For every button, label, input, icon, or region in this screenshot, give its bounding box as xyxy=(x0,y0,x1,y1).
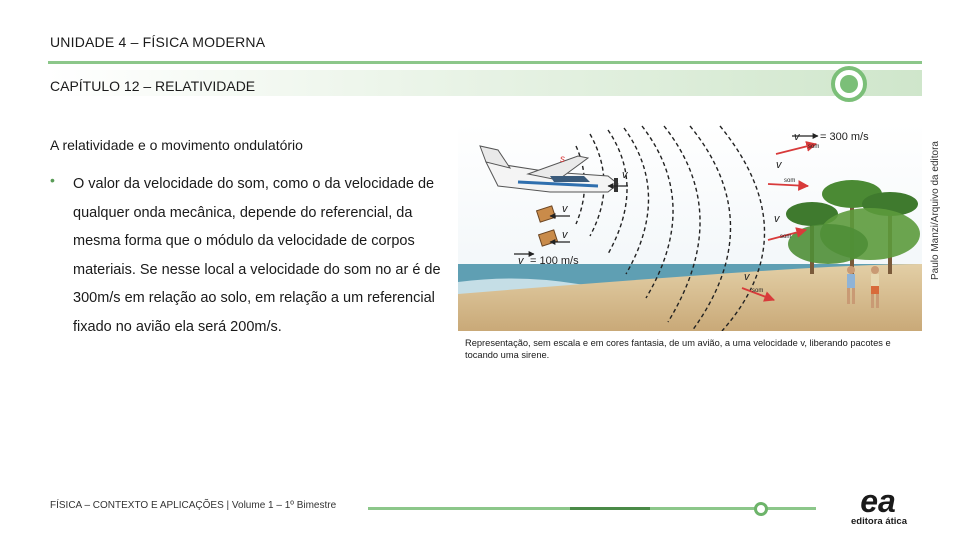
footer-text: FÍSICA – CONTEXTO E APLICAÇÕES | Volume 1 – 1º Bimestre xyxy=(50,500,337,511)
label-v-plane: v xyxy=(622,169,628,181)
label-som-2: som xyxy=(784,178,796,184)
airplane-illustration xyxy=(458,124,922,331)
label-v-package-2: v xyxy=(562,229,568,241)
label-som-4: som xyxy=(752,288,764,294)
bullet-icon: • xyxy=(50,172,55,188)
label-v-sound-4: v xyxy=(744,271,750,283)
bullet-text: O valor da velocidade do som, como o da velocidade de qualquer onda mecânica, depende do referencial, da mesma forma que o módulo da velocidade de corpos materiais. Se nesse local a velocidade do som no ar é de 300m/s em relação ao solo, em relação a um referencial fixado no avião ela será 200m/s. xyxy=(73,176,441,335)
chapter-title: CAPÍTULO 12 – RELATIVIDADE xyxy=(50,78,256,94)
unit-title: UNIDADE 4 – FÍSICA MODERNA xyxy=(50,34,266,50)
logo-text: editora ática xyxy=(851,516,907,527)
label-v-package-1: v xyxy=(562,203,568,215)
label-sound-speed: = 300 m/s xyxy=(820,131,869,143)
figure-caption: Representação, sem escala e em cores fantasia, de um avião, a uma velocidade v, liberando pacotes e tocando uma sirene. xyxy=(465,338,891,360)
header-divider xyxy=(48,61,922,64)
label-v-sound-3: v xyxy=(774,213,780,225)
label-som-3: som xyxy=(780,234,792,240)
label-v-sound-2: v xyxy=(776,159,782,171)
credit-text: Paulo Manzi/Arquivo da editora xyxy=(930,141,941,280)
footer-ring-icon xyxy=(754,502,768,516)
label-v-plane-2: v xyxy=(518,255,524,267)
label-v-sound: v xyxy=(794,131,800,143)
section-title: A relatividade e o movimento ondulatório xyxy=(50,137,303,153)
logo-mark: ea xyxy=(860,483,896,519)
header-ring-dot xyxy=(840,75,858,93)
label-plane-speed: = 100 m/s xyxy=(530,255,579,267)
footer-divider-accent xyxy=(570,507,650,510)
label-s: s xyxy=(560,154,565,165)
image-credit xyxy=(926,124,942,282)
label-som-1: som xyxy=(808,144,820,150)
